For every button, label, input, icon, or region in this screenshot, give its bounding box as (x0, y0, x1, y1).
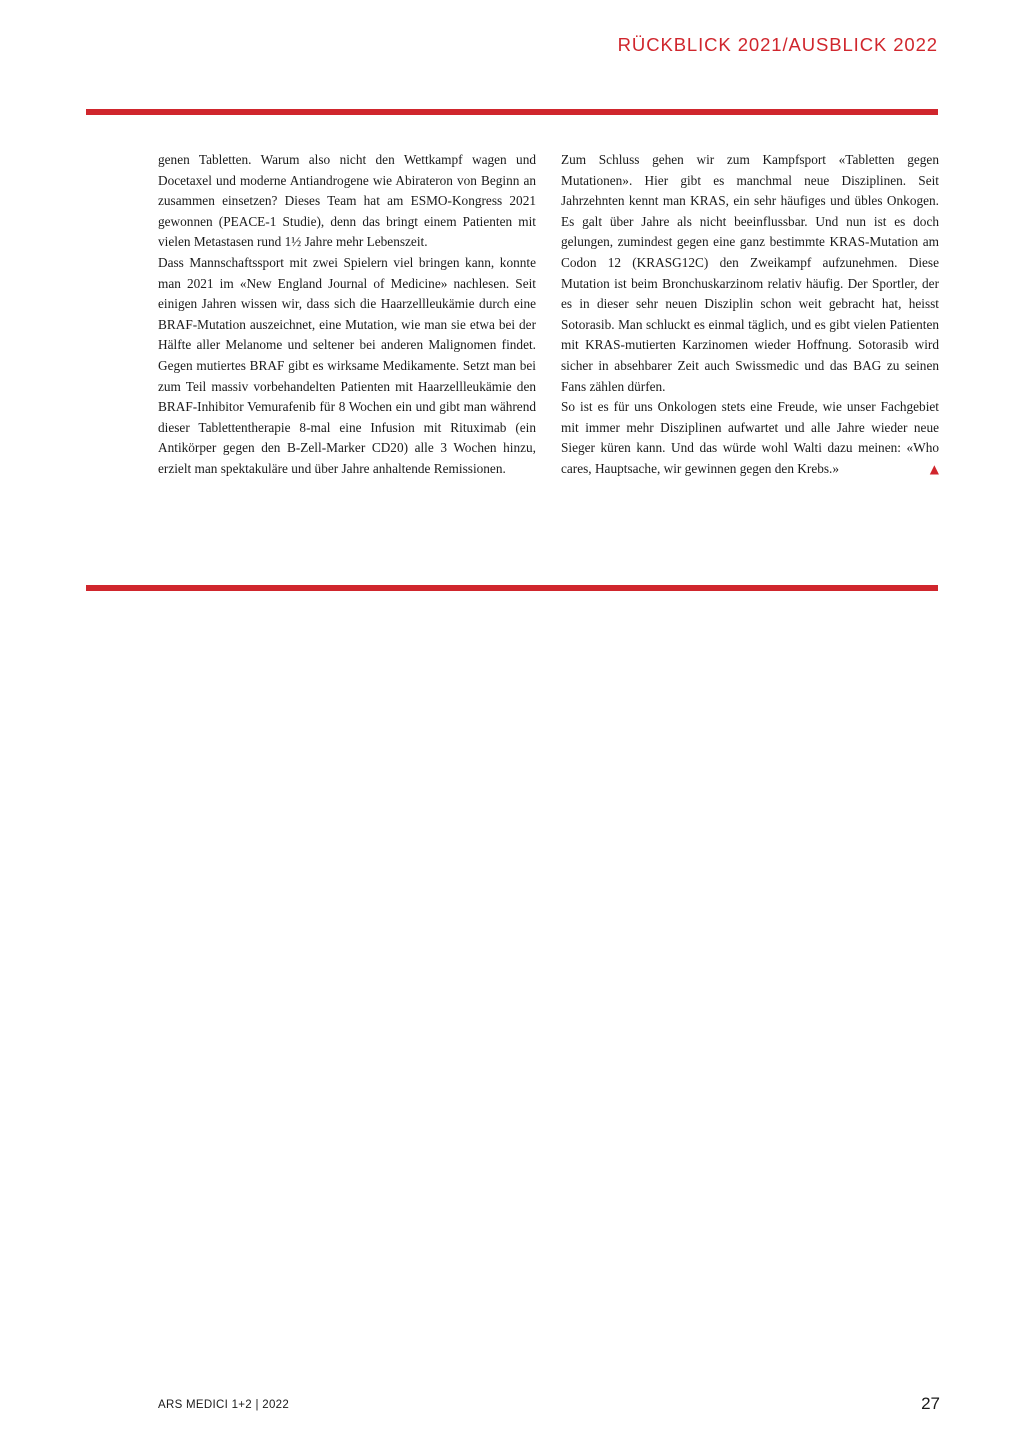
left-text-column (158, 150, 536, 480)
footer-page-number: 27 (921, 1394, 940, 1413)
right-paragraph-2 (561, 397, 939, 479)
end-of-article-triangle-icon: ▲ (929, 461, 939, 476)
left-paragraph-2: Dass Mannschaftssport mit zwei Spielern viel bringen kann, konnte man 2021 im «New England Journal of Medicine» nachlesen. Seit einigen Jahren wissen wir, dass sich die Haarzellleukämie durch eine BRAF-Mutation auszeichnet, eine Mutation, wie man sie etwa bei der Hälfte aller Melanome und seltener bei anderen Malignomen findet. Gegen mutiertes BRAF gibt es wirksame Medikamente. Setzt man bei zum Teil massiv vorbehandelten Patienten mit Haarzellleukämie den BRAF-Inhibitor Vemurafenib für 8 Wochen ein und gibt man während dieser Tablettentherapie 8-mal eine Infusion mit Rituximab (ein Antikörper gegen den B-Zell-Marker CD20) alle 3 Wochen hinzu, erzielt man spektakuläre und über Jahre anhaltende Remissionen. (158, 254, 536, 476)
bottom-divider-rule (86, 585, 938, 591)
top-divider-rule (86, 109, 938, 115)
footer-journal-issue: ARS MEDICI 1+2 | 2022 (158, 1399, 290, 1411)
right-paragraph-2-text: So ist es für uns Onkologen stets eine Freude, wie unser Fachgebiet mit immer mehr Disziplinen aufwartet und alle Jahre wieder neue Sieger küren kann. Und das würde wohl Walti dazu meinen: «Who cares, Hauptsache, wir gewinnen gegen den Krebs.» (561, 399, 939, 476)
right-paragraph-1: Zum Schluss gehen wir zum Kampfsport «Tabletten gegen Mutationen». Hier gibt es manchmal neue Disziplinen. Seit Jahrzehnten kennt man KRAS, ein sehr häufiges und übles Onkogen. Es galt über Jahre als nicht beeinflussbar. Und nun ist es doch gelungen, zumindest gegen eine ganz bestimmte KRAS-Mutation am Codon 12 (KRASG12C) den Zweikampf aufzunehmen. Diese Mutation ist beim Bronchuskarzinom relativ häufig. Der Sportler, der es in dieser sehr neuen Disziplin schon weit gebracht hat, heisst Sotorasib. Man schluckt es einmal täglich, und es gibt vielen Patienten mit KRAS-mutierten Karzinomen wieder Hoffnung. Sotorasib wird sicher in absehbarer Zeit auch Swissmedic und das BAG zu seinen Fans zählen dürfen. (561, 152, 939, 394)
section-title: RÜCKBLICK 2021/AUSBLICK 2022 (617, 34, 938, 55)
left-paragraph-1: genen Tabletten. Warum also nicht den Wettkampf wagen und Docetaxel und moderne Antiandrogene wie Abirateron von Beginn an zusammen einsetzen? Dieses Team hat am ESMO-Kongress 2021 gewonnen (PEACE-1 Studie), denn das bringt einem Patienten mit vielen Metastasen rund 1½ Jahre mehr Lebenszeit. (158, 152, 536, 250)
right-text-column (561, 150, 939, 480)
